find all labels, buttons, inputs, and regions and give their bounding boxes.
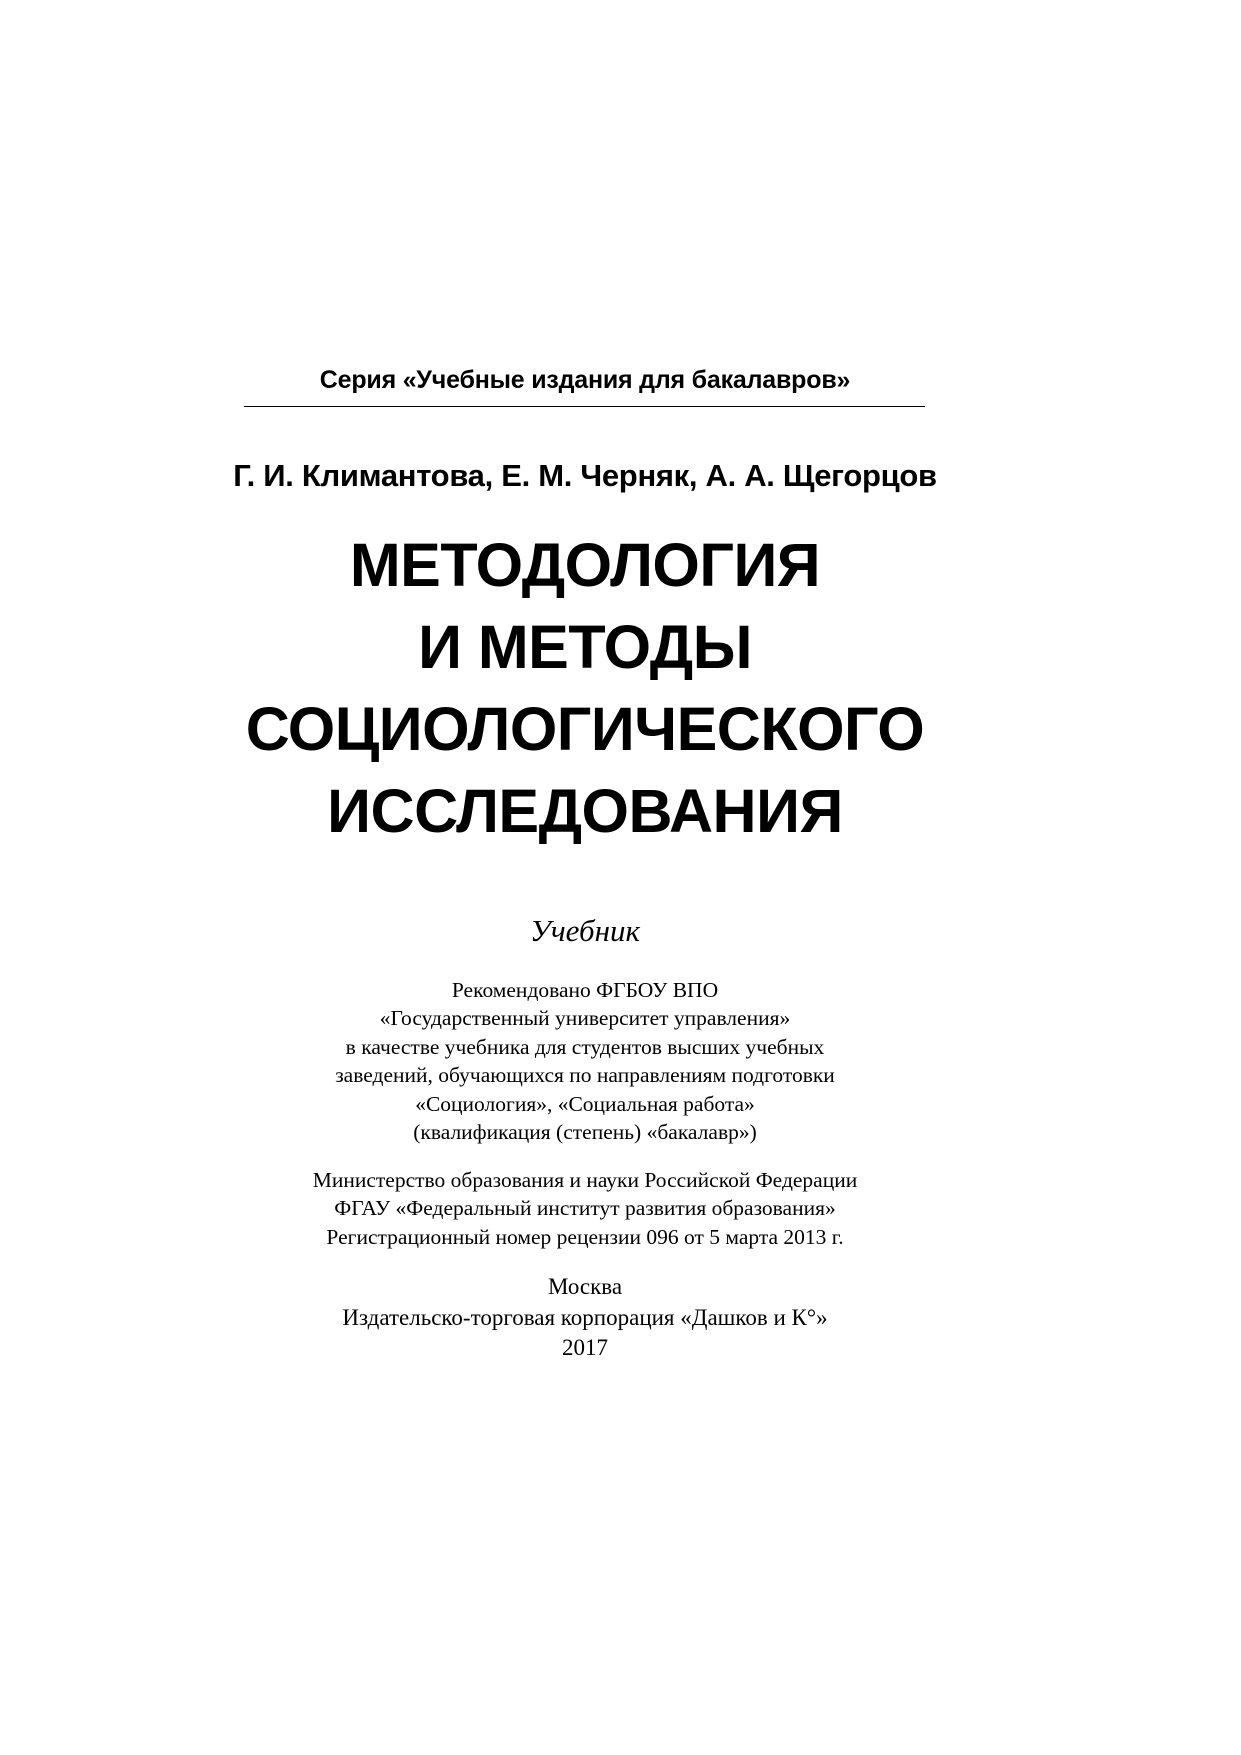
book-type: Учебник <box>530 913 640 948</box>
series-divider <box>244 406 925 407</box>
title-line: И МЕТОДЫ <box>418 613 752 681</box>
title-line: СОЦИОЛОГИЧЕСКОГО <box>245 695 925 763</box>
ministry-block <box>150 1166 1020 1251</box>
series-name: Серия «Учебные издания для бакалавров» <box>319 366 851 394</box>
recommendation-block <box>150 976 1020 1146</box>
book-title <box>150 524 1020 852</box>
imprint-block <box>150 1272 1020 1364</box>
imprint-year: 2017 <box>562 1335 608 1360</box>
recommendation-line: «Социология», «Социальная работа» <box>415 1091 755 1116</box>
ministry-line: Министерство образования и науки Российской Федерации <box>312 1168 858 1192</box>
authors: Г. И. Климантова, Е. М. Черняк, А. А. Щегорцов <box>233 458 937 493</box>
imprint-publisher: Издательско-торговая корпорация «Дашков и К°» <box>342 1304 828 1330</box>
imprint-city: Москва <box>547 1274 623 1299</box>
recommendation-line: в качестве учебника для студентов высших учебных <box>345 1034 825 1059</box>
recommendation-line: заведений, обучающихся по направлениям подготовки <box>335 1063 835 1088</box>
recommendation-line: «Государственный университет управления» <box>379 1006 791 1031</box>
title-line: ИССЛЕДОВАНИЯ <box>327 777 843 845</box>
ministry-line: Регистрационный номер рецензии 096 от 5 марта 2013 г. <box>326 1224 844 1249</box>
title-line: МЕТОДОЛОГИЯ <box>349 531 821 599</box>
recommendation-line: (квалификация (степень) «бакалавр») <box>413 1120 757 1145</box>
recommendation-line: Рекомендовано ФГБОУ ВПО <box>451 978 719 1002</box>
ministry-line: ФГАУ «Федеральный институт развития образования» <box>334 1196 836 1221</box>
